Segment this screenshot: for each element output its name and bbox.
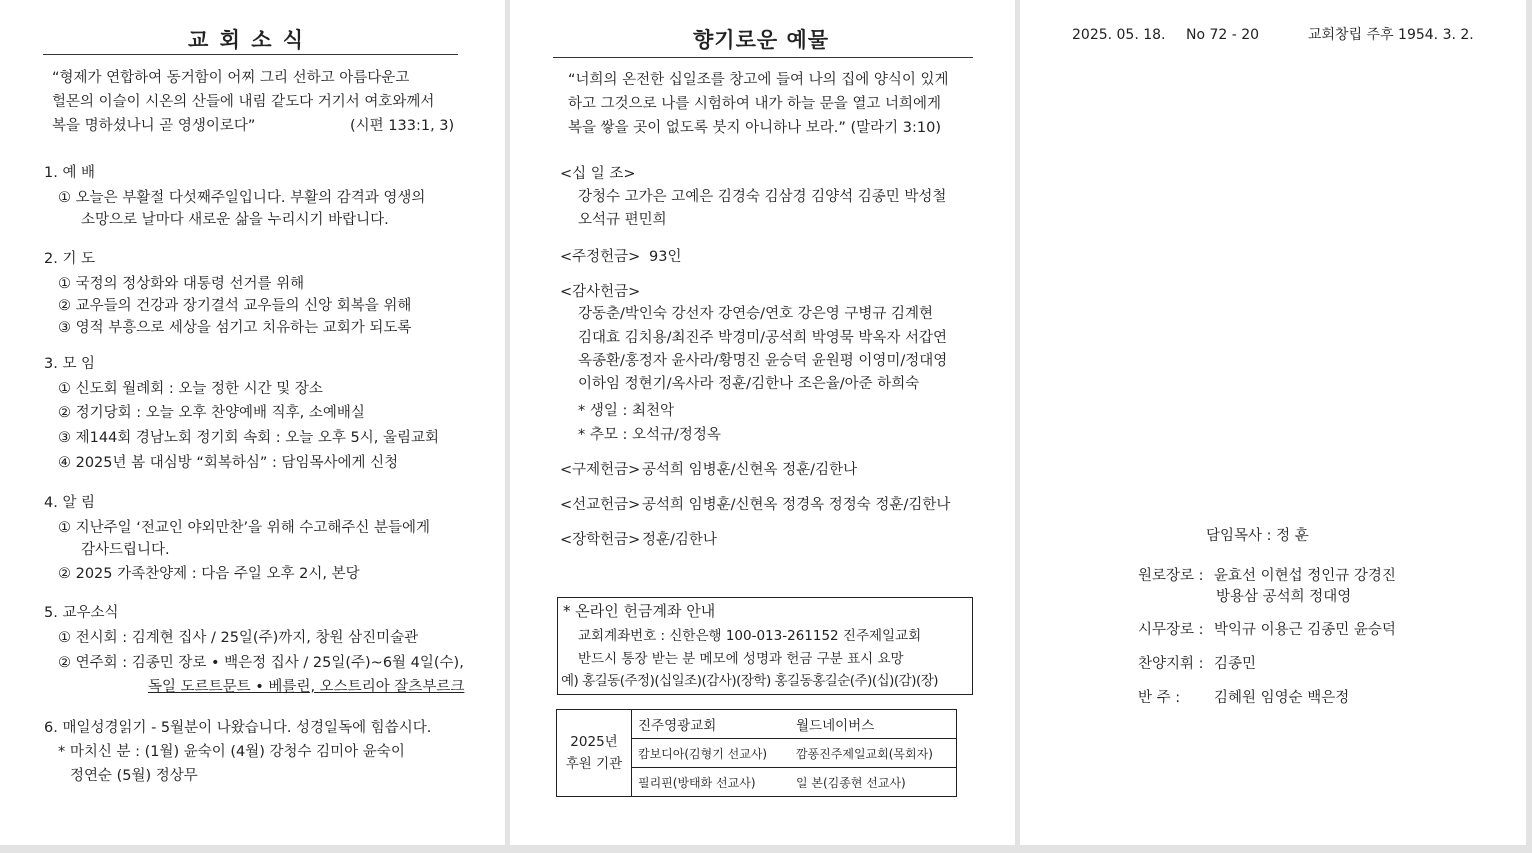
emeritus-names: 방용삼 공석희 정대영 [1216, 589, 1352, 605]
choir-label: 찬양지휘 : [1138, 656, 1204, 672]
support-label-cell [557, 710, 632, 797]
section-item: ② 2025 가족찬양제 : 다음 주일 오후 2시, 본당 [58, 566, 360, 582]
mission-label: <선교헌금> [560, 497, 641, 513]
memorial-note: * 추모 : 오석규/정정옥 [578, 427, 721, 443]
section-item: ③ 제144회 경남노회 정기회 속회 : 오늘 오후 5시, 울림교회 [58, 430, 440, 446]
section-heading: 3. 모 임 [44, 356, 96, 372]
relief-value: 공석희 임병훈/신현옥 정훈/김한나 [642, 462, 858, 478]
title-rule [553, 57, 973, 58]
offering-title: 향기로운 예물 [693, 28, 830, 52]
section-heading: 6. 매일성경읽기 - 5월분이 나왔습니다. 성경일독에 힘씁시다. [44, 720, 432, 736]
offering-panel [510, 0, 1015, 845]
online-line: 교회계좌번호 : 신한은행 100-013-261152 진주제일교회 [578, 628, 922, 644]
cover-panel [1020, 0, 1526, 845]
elders-label: 시무장로 : [1138, 622, 1204, 638]
section-item: ① 전시회 : 김계현 집사 / 25일(주)까지, 창원 삼진미술관 [58, 630, 419, 646]
support-cell: 캄보디아(김형기 선교사) [632, 739, 791, 768]
accomp-names: 김혜원 임영순 백은정 [1214, 690, 1350, 706]
thanks-names: 강동춘/박인숙 강선자 강연승/연호 강은영 구병규 김계현 [578, 306, 933, 322]
accomp-label: 반 주 : [1138, 690, 1181, 706]
offering-verse-line: “너희의 온전한 십일조를 창고에 들여 나의 집에 양식이 있게 [568, 72, 949, 88]
news-verse-line: “형제가 연합하여 동거함이 어찌 그리 선하고 아름다운고 [52, 70, 410, 86]
tithe-names: 오석규 편민희 [578, 212, 667, 228]
support-cell: 일 본(김종현 선교사) [790, 768, 957, 797]
thanks-names: 옥종환/홍정자 윤사라/황명진 윤승덕 윤원평 이영미/정대영 [578, 353, 948, 369]
choir-name: 김종민 [1214, 656, 1257, 672]
tithe-names: 강청수 고가은 고예은 김경숙 김삼경 김양석 김종민 박성철 [578, 189, 947, 205]
birthday-note: * 생일 : 최천악 [578, 403, 674, 419]
news-title: 교 회 소 식 [188, 28, 306, 52]
section-heading: 5. 교우소식 [44, 605, 119, 621]
bulletin-date: 2025. 05. 18. [1072, 27, 1166, 43]
church-news-panel [0, 0, 505, 845]
section-item: 감사드립니다. [81, 542, 170, 558]
support-cell: 월드네이버스 [790, 710, 957, 739]
online-line: 예) 홍길동(주정)(십일조)(감사)(장학) 홍길동홍길순(주)(십)(감)(장) [561, 673, 939, 689]
news-verse-line: 헐몬의 이슬이 시온의 산들에 내림 같도다 거기서 여호와께서 [52, 94, 435, 110]
mission-value: 공석희 임병훈/신현옥 정경옥 정정숙 정훈/김한나 [642, 497, 951, 513]
church-founded: 교회창립 주후 1954. 3. 2. [1308, 27, 1474, 43]
support-cell: 깜퐁진주제일교회(목회자) [790, 739, 957, 768]
support-label: 2025년 [570, 734, 618, 750]
scholarship-label: <장학헌금> [560, 532, 641, 548]
support-cell: 진주영광교회 [632, 710, 791, 739]
senior-pastor: 담임목사 : 정 훈 [1206, 528, 1309, 544]
tithe-label: <십 일 조> [560, 166, 636, 182]
section-item: ① 오늘은 부활절 다섯째주일입니다. 부활의 감격과 영생의 [58, 190, 426, 206]
support-label: 후원 기관 [565, 756, 623, 772]
emeritus-label: 원로장로 : [1138, 568, 1204, 584]
section-heading: 4. 알 림 [44, 495, 96, 511]
section-heading: 1. 예 배 [44, 165, 96, 181]
emeritus-names: 윤효선 이현섭 정인규 강경진 [1214, 568, 1396, 584]
thanks-names: 이하임 정현기/옥사라 정훈/김한나 조은율/아준 하희숙 [578, 376, 920, 392]
online-account-box [557, 597, 973, 695]
offering-verse-line: 복을 쌓을 곳이 없도록 붓지 아니하나 보라.” (말라기 3:10) [568, 120, 942, 136]
online-title: * 온라인 헌금계좌 안내 [563, 602, 716, 620]
section-item: * 마치신 분 : (1월) 윤숙이 (4월) 강청수 김미아 윤숙이 [58, 744, 405, 760]
section-item: 소망으로 날마다 새로운 삶을 누리시기 바랍니다. [81, 212, 389, 228]
section-item: ② 연주회 : 김종민 장로 • 백은정 집사 / 25일(주)~6월 4일(수), [58, 655, 464, 671]
section-item: ② 교우들의 건강과 장기결석 교우들의 신앙 회복을 위해 [58, 298, 412, 314]
bulletin-number: No 72 - 20 [1186, 27, 1260, 43]
section-item: ① 지난주일 ‘전교인 야외만찬’을 위해 수고해주신 분들에게 [58, 520, 431, 536]
section-item: 정연순 (5월) 정상무 [70, 768, 198, 784]
support-cell: 필리핀(방태화 선교사) [632, 768, 791, 797]
weekly-label: <주정헌금> [560, 249, 641, 265]
offering-verse-line: 하고 그것으로 나를 시험하여 내가 하늘 문을 열고 너희에게 [568, 96, 942, 112]
news-verse-ref: (시편 133:1, 3) [350, 118, 455, 134]
section-item: ② 정기당회 : 오늘 오후 찬양예배 직후, 소예배실 [58, 405, 365, 421]
section-item: 독일 도르트문트 • 베를린, 오스트리아 잘츠부르크 [148, 679, 465, 695]
support-table [556, 709, 957, 797]
news-verse-line: 복을 명하셨나니 곧 영생이로다” [52, 118, 256, 134]
title-rule [43, 54, 458, 55]
section-item: ③ 영적 부흥으로 세상을 섬기고 치유하는 교회가 되도록 [58, 320, 412, 336]
elders-names: 박익규 이용근 김종민 윤승덕 [1214, 622, 1396, 638]
section-item: ④ 2025년 봄 대심방 “회복하심” : 담임목사에게 신청 [58, 455, 399, 471]
thanks-label: <감사헌금> [560, 284, 641, 300]
section-item: ① 국정의 정상화와 대통령 선거를 위해 [58, 276, 305, 292]
thanks-names: 김대효 김치용/최진주 박경미/공석희 박영묵 박옥자 서갑연 [578, 330, 947, 346]
scholarship-value: 정훈/김한나 [642, 532, 717, 548]
relief-label: <구제헌금> [560, 462, 641, 478]
online-line: 반드시 통장 받는 분 메모에 성명과 헌금 구분 표시 요망 [578, 651, 904, 667]
section-heading: 2. 기 도 [44, 251, 96, 267]
section-item: ① 신도회 월례회 : 오늘 정한 시간 및 장소 [58, 381, 323, 397]
weekly-value: 93인 [649, 249, 682, 265]
